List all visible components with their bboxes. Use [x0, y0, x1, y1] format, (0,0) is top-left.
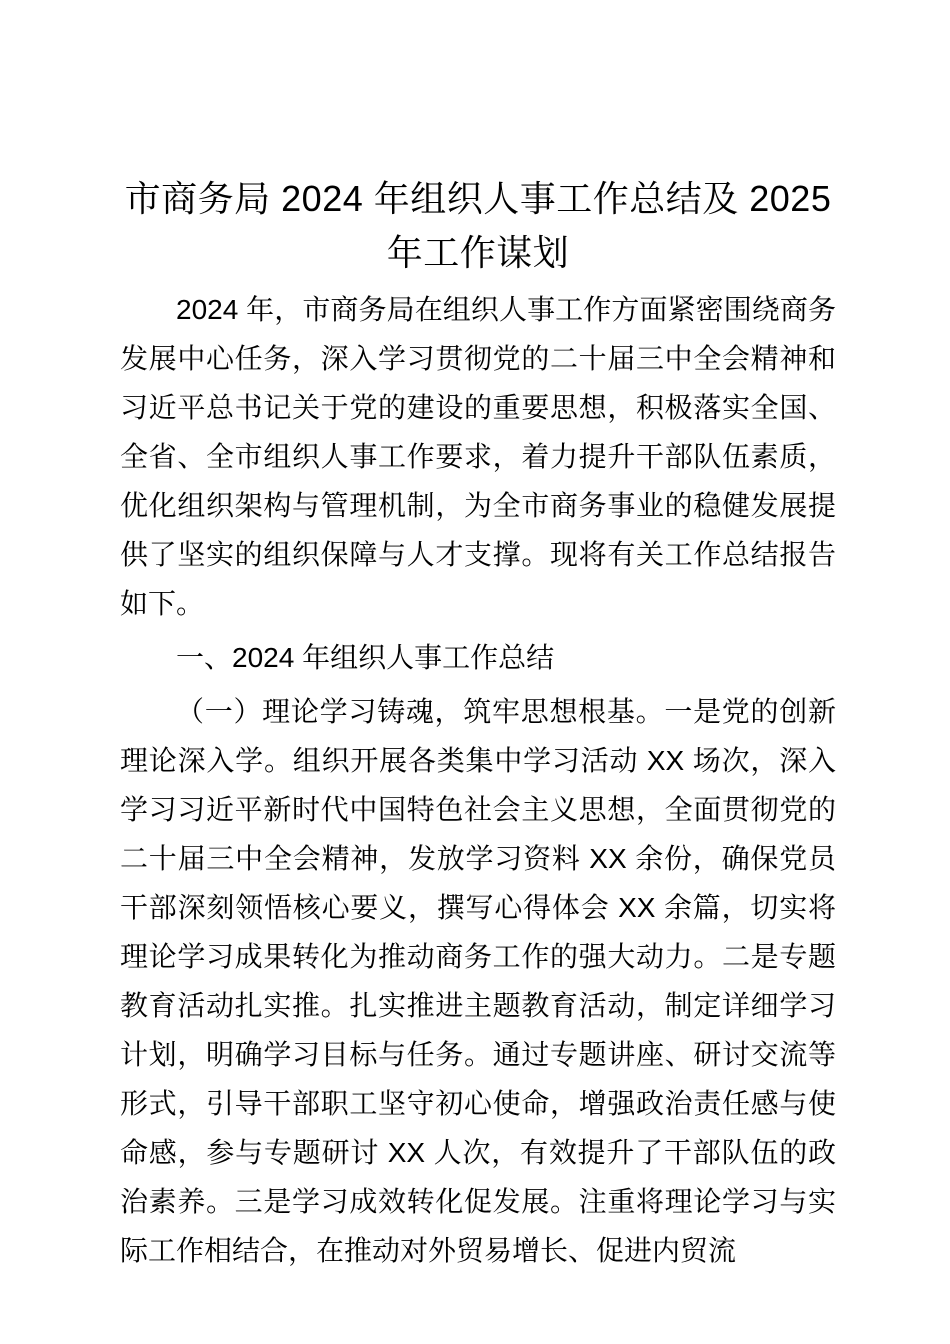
document-title [120, 172, 836, 280]
section-1-paragraph: （一）理论学习铸魂，筑牢思想根基。一是党的创新理论深入学。组织开展各类集中学习活动 XX 场次，深入学习习近平新时代中国特色社会主义思想，全面贯彻党的二十届三中全会精神，发放学习资料 XX 余份，确保党员干部深刻领悟核心要义，撰写心得体会 XX 余篇，切实将理论学习成果转化为推动商务工作的强大动力。二是专题教育活动扎实推。扎实推进主题教育活动，制定详细学习计划，明确学习目标与任务。通过专题讲座、研讨交流等形式，引导干部职工坚守初心使命，增强政治责任感与使命感，参与专题研讨 XX 人次，有效提升了干部队伍的政治素养。三是学习成效转化促发展。注重将理论学习与实际工作相结合，在推动对外贸易增长、促进内贸流 [120, 696, 836, 1266]
document-title-line-2: 年工作谋划 [386, 232, 570, 273]
section-1-heading: 一、2024 年组织人事工作总结 [176, 642, 555, 673]
document-title-line-1: 市商务局 2024 年组织人事工作总结及 2025 [124, 178, 832, 219]
intro-paragraph: 2024 年，市商务局在组织人事工作方面紧密围绕商务发展中心任务，深入学习贯彻党的二十届三中全会精神和习近平总书记关于党的建设的重要思想，积极落实全国、全省、全市组织人事工作要求，着力提升干部队伍素质，优化组织架构与管理机制，为全市商务事业的稳健发展提供了坚实的组织保障与人才支撑。现将有关工作总结报告如下。 [120, 294, 836, 619]
